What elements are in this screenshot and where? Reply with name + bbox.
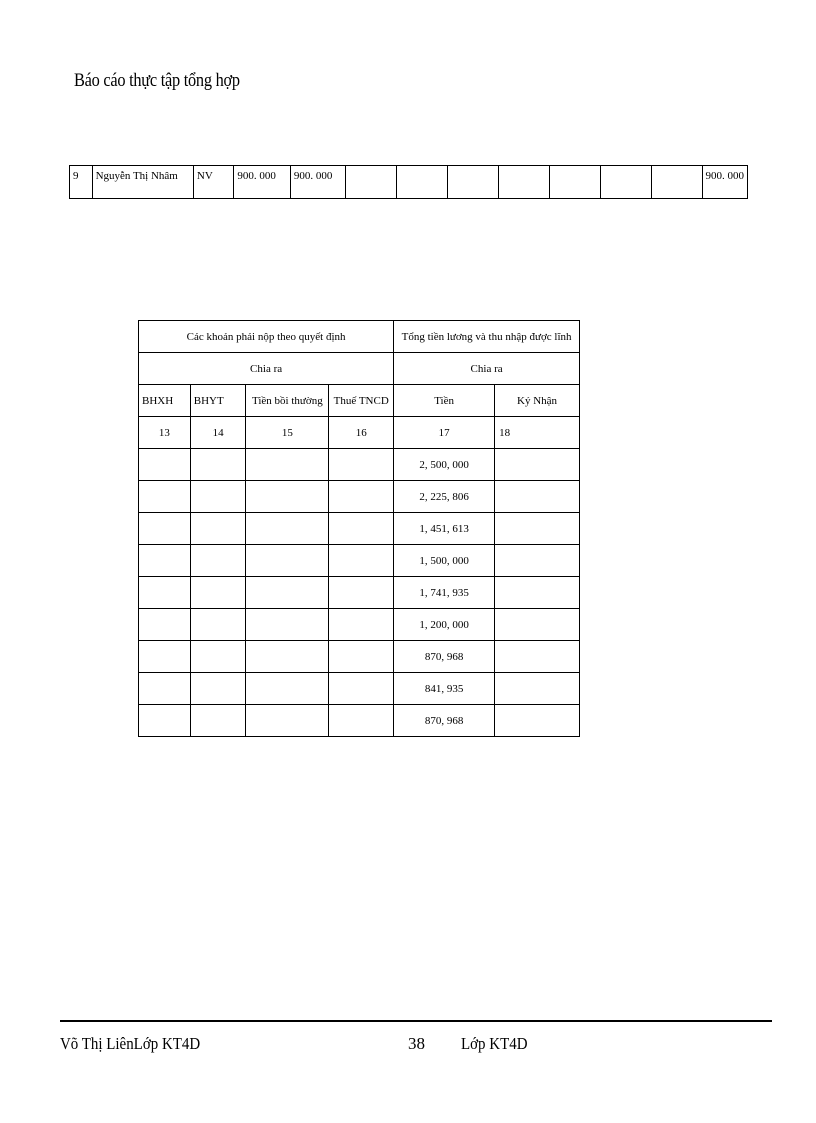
row-number: 9: [70, 166, 93, 199]
page-number: 38: [408, 1034, 425, 1053]
group-header-income: Tổng tiền lương và thu nhập được lĩnh: [394, 321, 580, 353]
empty-cell: [346, 166, 397, 199]
table-row: [139, 385, 580, 417]
table-row: [139, 577, 580, 609]
employee-row-table: [69, 165, 748, 199]
column-number: 16: [329, 417, 394, 449]
deductions-table: [138, 320, 580, 737]
empty-cell: [651, 166, 702, 199]
table-row: [70, 166, 748, 199]
empty-cell: [600, 166, 651, 199]
amount-cell: 1, 200, 000: [394, 609, 495, 641]
table-row: [139, 417, 580, 449]
amount-cell: 870, 968: [394, 705, 495, 737]
group-header-deductions: Các khoản phải nộp theo quyết định: [139, 321, 394, 353]
amount-cell: 2, 225, 806: [394, 481, 495, 513]
amount-cell: 841, 935: [394, 673, 495, 705]
employee-name: Nguyễn Thị Nhâm: [92, 166, 193, 199]
empty-cell: [549, 166, 600, 199]
footer-author: Võ Thị LiênLớp KT4D: [60, 1034, 201, 1053]
empty-cell: [448, 166, 499, 199]
column-header-compensation: Tiền bồi thường: [246, 385, 329, 417]
employee-total: 900. 000: [702, 166, 748, 199]
amount-cell: 1, 500, 000: [394, 545, 495, 577]
column-header-amount: Tiền: [394, 385, 495, 417]
footer-divider: [60, 1020, 772, 1022]
column-header-tax: Thuế TNCD: [329, 385, 394, 417]
column-number: 14: [190, 417, 246, 449]
split-header-left: Chia ra: [139, 353, 394, 385]
table-row: [139, 545, 580, 577]
empty-cell: [498, 166, 549, 199]
table-row: [139, 353, 580, 385]
table-row: [139, 449, 580, 481]
amount-cell: 1, 451, 613: [394, 513, 495, 545]
table-row: [139, 481, 580, 513]
amount-cell: 1, 741, 935: [394, 577, 495, 609]
column-number: 15: [246, 417, 329, 449]
column-header-signature: Ký Nhận: [495, 385, 580, 417]
table-row: [139, 513, 580, 545]
amount-cell: 2, 500, 000: [394, 449, 495, 481]
employee-salary: 900. 000: [234, 166, 290, 199]
column-number: 17: [394, 417, 495, 449]
table-row: [139, 705, 580, 737]
column-number: 18: [495, 417, 580, 449]
column-number: 13: [139, 417, 191, 449]
amount-cell: 870, 968: [394, 641, 495, 673]
footer-class: Lớp KT4D: [461, 1034, 528, 1053]
split-header-right: Chia ra: [394, 353, 580, 385]
employee-position: NV: [193, 166, 234, 199]
employee-amount: 900. 000: [290, 166, 346, 199]
table-row: [139, 321, 580, 353]
column-header-bhxh: BHXH: [139, 385, 191, 417]
column-header-bhyt: BHYT: [190, 385, 246, 417]
table-row: [139, 609, 580, 641]
table-row: [139, 673, 580, 705]
table-row: [139, 641, 580, 673]
page-title: Báo cáo thực tập tổng hợp: [74, 70, 240, 91]
empty-cell: [397, 166, 448, 199]
